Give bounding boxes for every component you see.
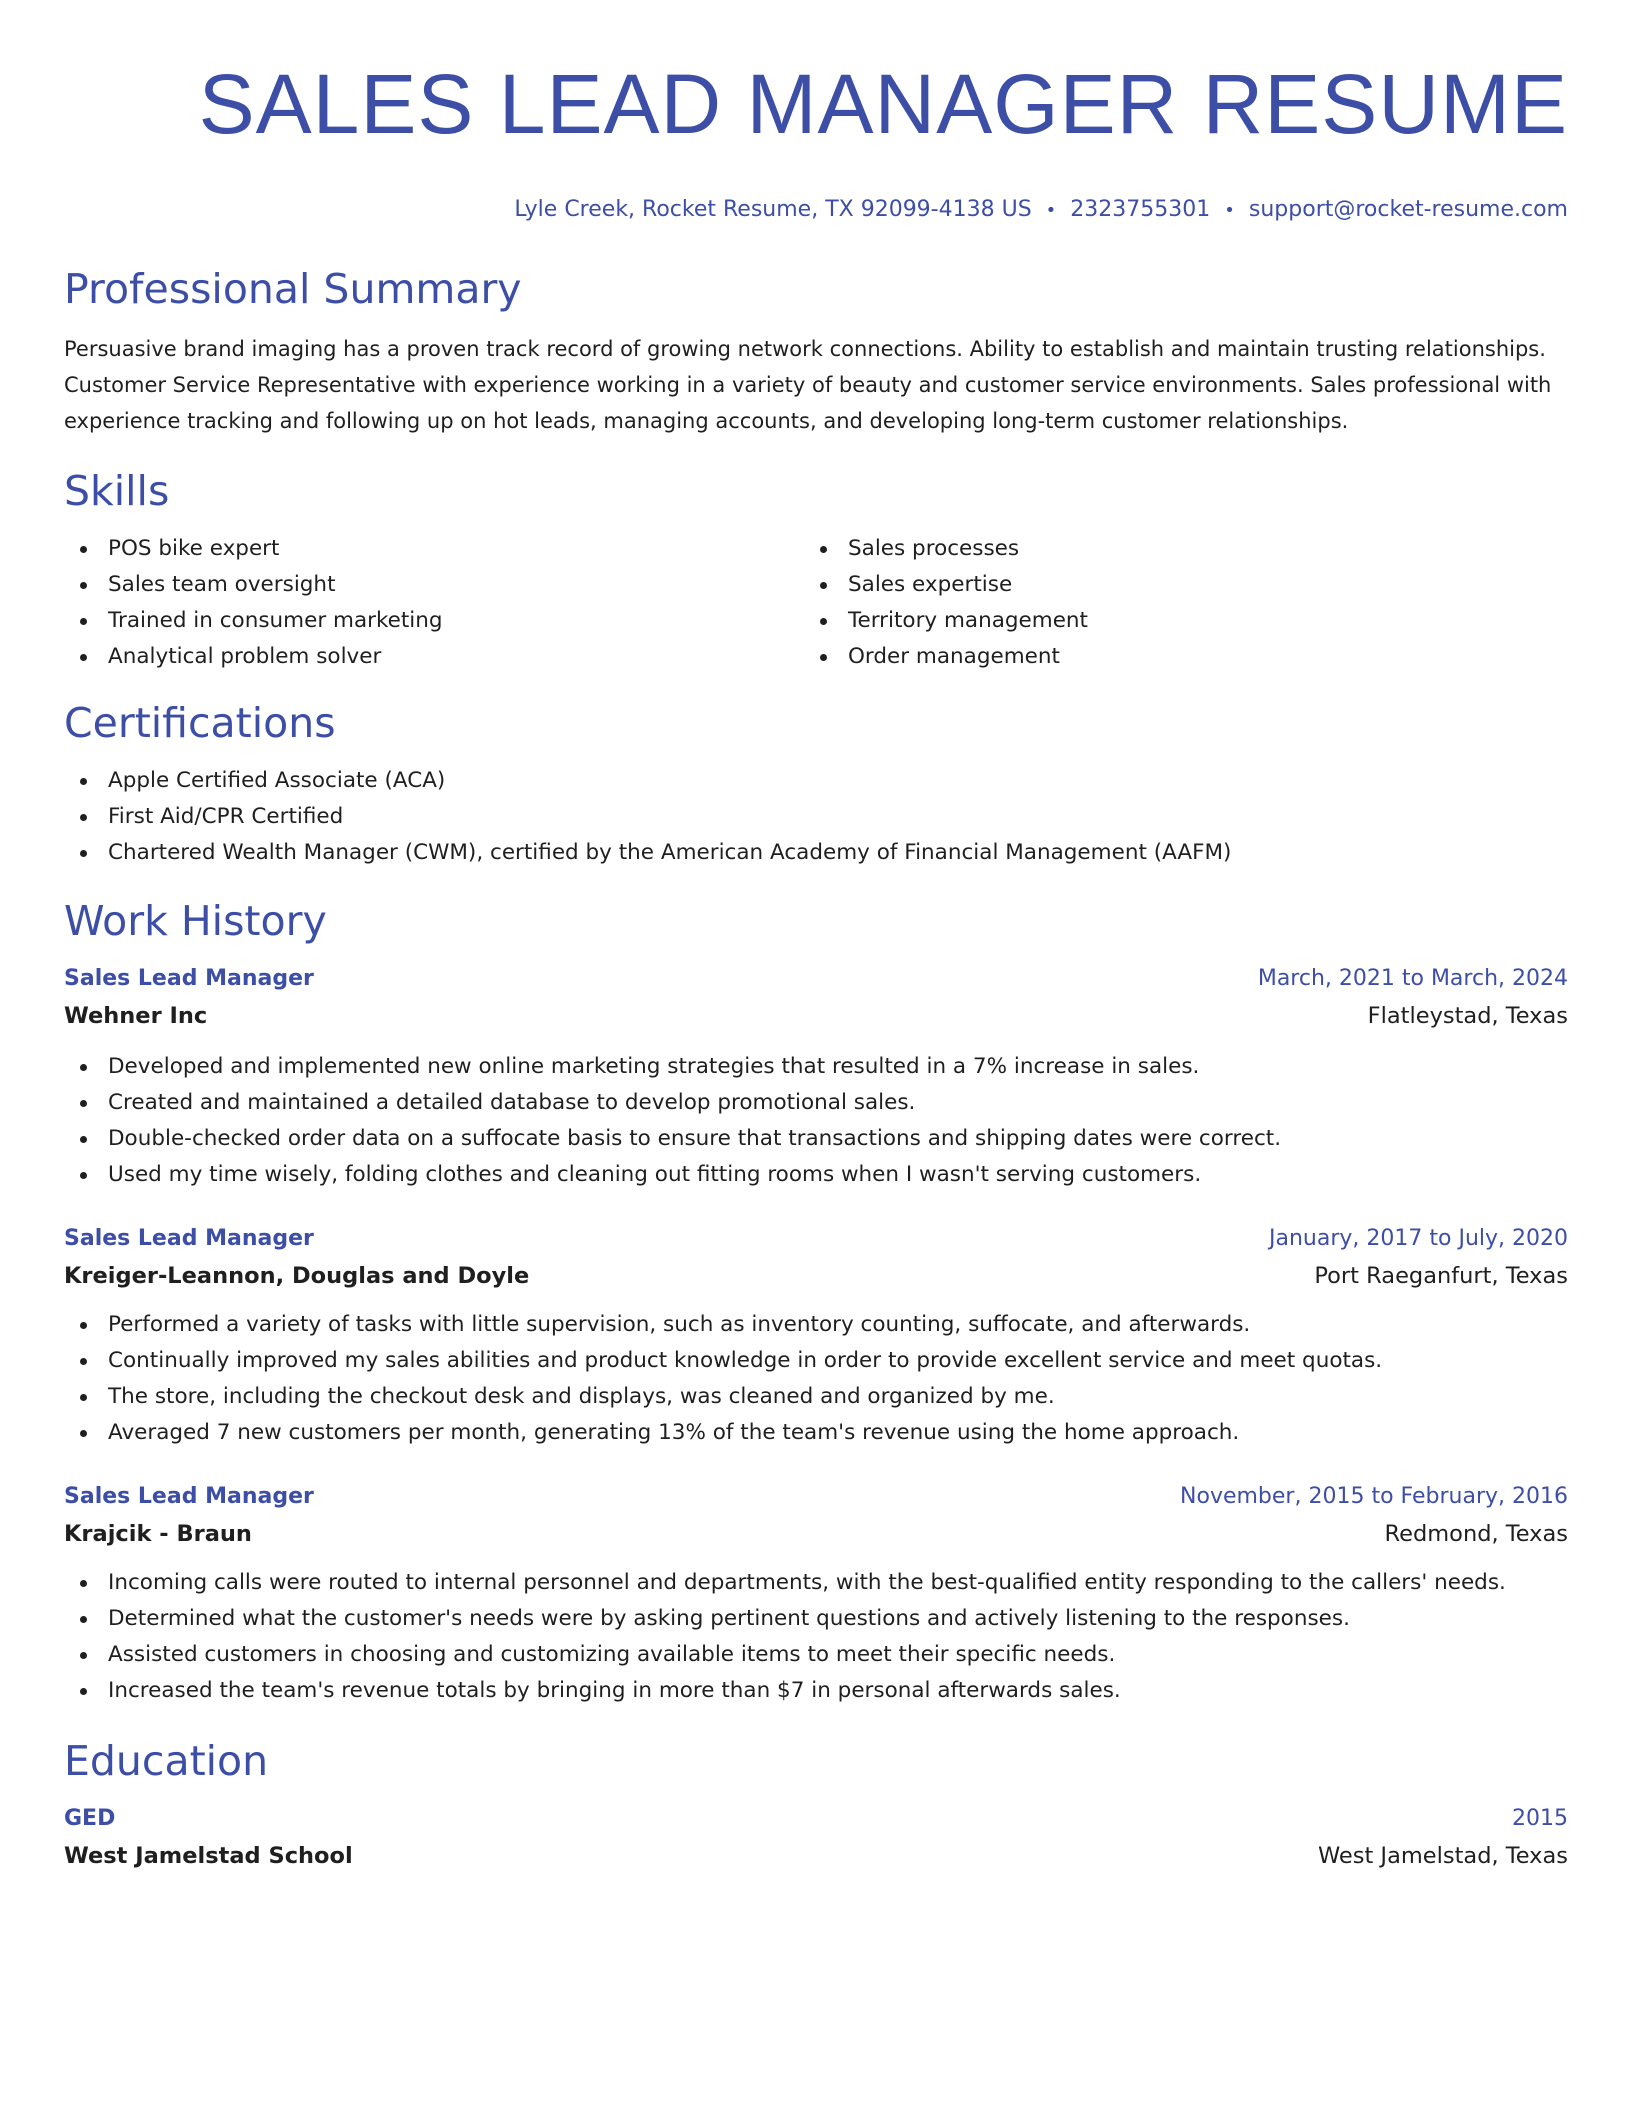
summary-text: Persuasive brand imaging has a proven track record of growing network connections. Ability to establish and maintain trusting relationships. Customer Service Representative with experience working in a variety of beauty and customer service environments. Sales professional with experience tracking and following up on hot leads, managing accounts, and developing long-term customer relationships. bbox=[64, 337, 1552, 433]
separator-dot: • bbox=[1224, 200, 1235, 221]
job-bullets bbox=[64, 1565, 1568, 1709]
education-section bbox=[64, 1735, 1568, 1875]
summary-heading: Professional Summary bbox=[64, 265, 522, 313]
certifications-section bbox=[64, 697, 1568, 871]
job-entry bbox=[64, 961, 1568, 1193]
contact-phone: 2323755301 bbox=[1070, 197, 1211, 222]
job-dates: March, 2021 to March, 2024 bbox=[1257, 966, 1568, 991]
job-company-row bbox=[64, 1515, 1568, 1553]
work-heading: Work History bbox=[64, 897, 327, 945]
skills-grid bbox=[64, 531, 1568, 675]
job-bullet: Incoming calls were routed to internal personnel and departments, with the best-qualified entity responding to the callers' needs. bbox=[64, 1565, 1568, 1601]
skill-item: Analytical problem solver bbox=[64, 639, 804, 675]
skills-list-left bbox=[64, 531, 804, 675]
skill-item: Sales processes bbox=[804, 531, 1544, 567]
job-header-row bbox=[64, 1221, 1568, 1257]
job-company: Kreiger-Leannon, Douglas and Doyle bbox=[64, 1263, 530, 1289]
resume-title: SALES LEAD MANAGER RESUME bbox=[198, 57, 1568, 151]
education-year: 2015 bbox=[1512, 1806, 1568, 1831]
education-heading: Education bbox=[64, 1737, 269, 1785]
skill-item: Trained in consumer marketing bbox=[64, 603, 804, 639]
job-dates: January, 2017 to July, 2020 bbox=[1269, 1226, 1568, 1251]
job-entry bbox=[64, 1221, 1568, 1451]
skills-list-right bbox=[804, 531, 1544, 675]
job-bullet: Increased the team's revenue totals by bringing in more than $7 in personal afterwards sales. bbox=[64, 1673, 1568, 1709]
job-title: Sales Lead Manager bbox=[64, 1484, 314, 1509]
job-bullet: The store, including the checkout desk and displays, was cleaned and organized by me. bbox=[64, 1379, 1568, 1415]
skills-section bbox=[64, 465, 1568, 675]
job-company: Krajcik - Braun bbox=[64, 1521, 252, 1547]
separator-dot: • bbox=[1045, 200, 1057, 221]
education-school-row bbox=[64, 1837, 1568, 1875]
job-bullet: Developed and implemented new online marketing strategies that resulted in a 7% increase in sales. bbox=[64, 1049, 1568, 1085]
skill-item: Territory management bbox=[804, 603, 1544, 639]
certification-item: Chartered Wealth Manager (CWM), certified by the American Academy of Financial Management (AAFM) bbox=[64, 835, 1568, 871]
summary-section bbox=[64, 263, 1568, 439]
job-bullet: Used my time wisely, folding clothes and cleaning out fitting rooms when I wasn't serving customers. bbox=[64, 1157, 1568, 1193]
education-header-row bbox=[64, 1801, 1568, 1837]
job-dates: November, 2015 to February, 2016 bbox=[1180, 1484, 1568, 1509]
job-bullet: Performed a variety of tasks with little supervision, such as inventory counting, suffocate, and afterwards. bbox=[64, 1307, 1568, 1343]
work-section bbox=[64, 895, 1568, 1709]
job-title: Sales Lead Manager bbox=[64, 1226, 314, 1251]
job-location: Port Raeganfurt, Texas bbox=[1314, 1263, 1568, 1289]
contact-line bbox=[64, 196, 1568, 225]
job-location: Flatleystad, Texas bbox=[1367, 1003, 1568, 1029]
job-bullet: Determined what the customer's needs were by asking pertinent questions and actively listening to the responses. bbox=[64, 1601, 1568, 1637]
education-school: West Jamelstad School bbox=[64, 1843, 353, 1869]
job-location: Redmond, Texas bbox=[1384, 1521, 1568, 1547]
skill-item: Sales expertise bbox=[804, 567, 1544, 603]
job-company: Wehner Inc bbox=[64, 1003, 208, 1029]
job-company-row bbox=[64, 997, 1568, 1035]
certifications-heading: Certifications bbox=[64, 699, 336, 747]
certification-item: Apple Certified Associate (ACA) bbox=[64, 763, 1568, 799]
job-header-row bbox=[64, 1479, 1568, 1515]
job-bullet: Continually improved my sales abilities and product knowledge in order to provide excellent service and meet quotas. bbox=[64, 1343, 1568, 1379]
job-header-row bbox=[64, 961, 1568, 997]
job-bullet: Created and maintained a detailed database to develop promotional sales. bbox=[64, 1085, 1568, 1121]
job-title: Sales Lead Manager bbox=[64, 966, 314, 991]
job-bullet: Double-checked order data on a suffocate basis to ensure that transactions and shipping dates were correct. bbox=[64, 1121, 1568, 1157]
certification-item: First Aid/CPR Certified bbox=[64, 799, 1568, 835]
job-bullets bbox=[64, 1049, 1568, 1193]
skill-item: Sales team oversight bbox=[64, 567, 804, 603]
skills-heading: Skills bbox=[64, 467, 170, 515]
education-entry bbox=[64, 1801, 1568, 1875]
job-bullet: Assisted customers in choosing and customizing available items to meet their specific needs. bbox=[64, 1637, 1568, 1673]
job-company-row bbox=[64, 1257, 1568, 1295]
job-bullet: Averaged 7 new customers per month, generating 13% of the team's revenue using the home approach. bbox=[64, 1415, 1568, 1451]
education-location: West Jamelstad, Texas bbox=[1317, 1843, 1568, 1869]
education-degree: GED bbox=[64, 1806, 116, 1831]
skill-item: Order management bbox=[804, 639, 1544, 675]
contact-address: Lyle Creek, Rocket Resume, TX 92099-4138 US bbox=[514, 197, 1032, 222]
job-entry bbox=[64, 1479, 1568, 1709]
skill-item: POS bike expert bbox=[64, 531, 804, 567]
certifications-list bbox=[64, 763, 1568, 871]
job-bullets bbox=[64, 1307, 1568, 1451]
contact-email[interactable]: support@rocket-resume.com bbox=[1248, 197, 1568, 222]
